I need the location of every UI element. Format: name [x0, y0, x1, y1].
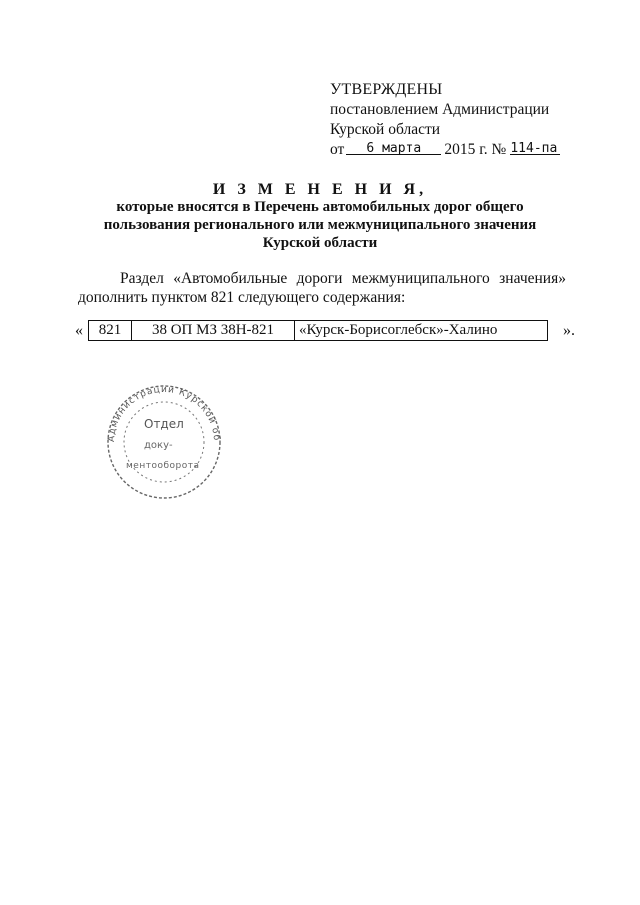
year-text: 2015 г. № [444, 141, 507, 158]
svg-text:Отдел: Отдел [144, 417, 184, 431]
subtitle-line-1: которые вносятся в Перечень автомобильных дорог общего [116, 199, 524, 215]
body-paragraph [78, 269, 566, 307]
svg-text:Администрации Курской области: Администрации Курской об [106, 384, 222, 443]
document-number: 114-па [510, 139, 560, 155]
office-stamp [92, 370, 232, 500]
cell-code: 38 ОП МЗ 38Н-821 [132, 321, 295, 341]
svg-text:ментооборота: ментооборота [126, 461, 200, 471]
close-quote: ». [563, 322, 575, 339]
date-prefix: от [330, 141, 345, 158]
svg-text:доку-: доку- [144, 440, 173, 451]
document-subtitle [60, 198, 580, 252]
paragraph-line-2: дополнить пунктом 821 следующего содержания: [78, 289, 406, 306]
paragraph-line-1: Раздел «Автомобильные дороги межмуниципального значения» [120, 270, 566, 287]
approval-date-line [330, 140, 630, 160]
approval-line-3: Курской области [330, 121, 441, 138]
document-title: И З М Е Н Е Н И Я, [212, 181, 428, 198]
road-table [88, 320, 548, 341]
approval-line-2: постановлением Администрации [330, 101, 550, 118]
table-row [89, 321, 548, 341]
stamp-graphic [92, 370, 232, 500]
subtitle-line-2: пользования регионального или межмуниципального значения [103, 217, 537, 233]
cell-number: 821 [89, 321, 132, 341]
approval-heading: УТВЕРЖДЕНЫ [330, 81, 443, 98]
subtitle-line-3: Курской области [262, 235, 378, 251]
date-value: 6 марта [346, 139, 441, 155]
cell-road-name: «Курск-Борисоглебск»-Халино [295, 321, 548, 341]
approval-block [330, 80, 630, 160]
open-quote: « [75, 322, 83, 339]
